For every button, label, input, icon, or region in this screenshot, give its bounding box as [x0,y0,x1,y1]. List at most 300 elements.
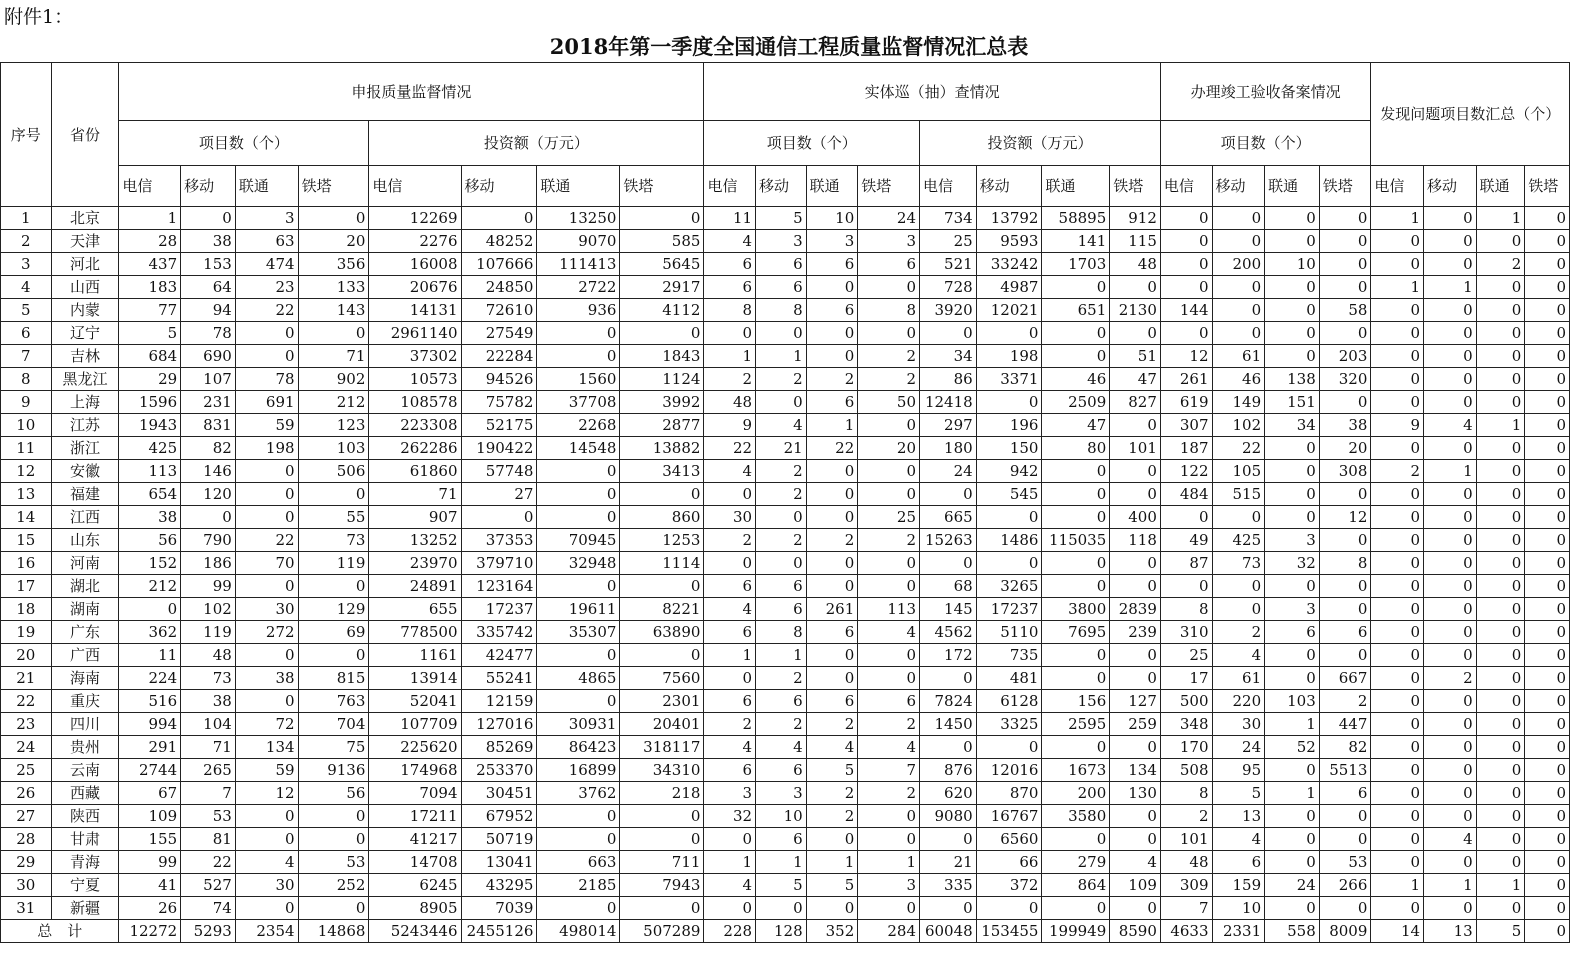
table-cell: 0 [620,322,704,345]
table-cell: 38 [181,230,236,253]
table-cell: 790 [181,529,236,552]
table-cell: 0 [920,322,977,345]
table-cell: 902 [298,368,369,391]
table-cell: 0 [1212,230,1265,253]
table-cell: 50719 [461,828,537,851]
table-cell: 3 [704,782,756,805]
table-cell: 17 [1160,667,1212,690]
table-cell: 73 [181,667,236,690]
table-cell: 7039 [461,897,537,920]
row-seq: 4 [1,276,52,299]
table-cell: 0 [806,345,858,368]
table-cell: 48 [181,644,236,667]
table-cell: 37353 [461,529,537,552]
table-cell: 102 [181,598,236,621]
table-cell: 0 [1110,276,1161,299]
row-province: 江苏 [51,414,119,437]
table-cell: 6 [704,690,756,713]
table-cell: 38 [235,667,298,690]
table-cell: 0 [806,644,858,667]
table-cell: 0 [1371,897,1424,920]
table-cell: 0 [620,644,704,667]
table-cell: 94526 [461,368,537,391]
table-cell: 13041 [461,851,537,874]
table-cell: 0 [1110,828,1161,851]
table-cell: 0 [1371,828,1424,851]
table-cell: 527 [181,874,236,897]
table-cell: 474 [235,253,298,276]
row-seq: 10 [1,414,52,437]
row-seq: 3 [1,253,52,276]
row-seq: 24 [1,736,52,759]
table-cell: 1161 [369,644,461,667]
table-cell: 47 [1110,368,1161,391]
table-cell: 0 [1160,575,1212,598]
row-seq: 11 [1,437,52,460]
table-cell: 912 [1110,207,1161,230]
table-row [1,667,1570,690]
table-cell: 30451 [461,782,537,805]
table-cell: 1 [1424,276,1477,299]
table-cell: 0 [298,897,369,920]
total-cell: 14868 [298,920,369,943]
table-cell: 186 [181,552,236,575]
table-cell: 0 [1476,690,1525,713]
table-cell: 1 [1476,207,1525,230]
table-cell: 200 [1042,782,1110,805]
table-row [1,299,1570,322]
table-cell: 0 [1319,253,1371,276]
table-cell: 0 [1424,345,1477,368]
total-cell: 507289 [620,920,704,943]
table-cell: 0 [806,276,858,299]
table-cell: 61860 [369,460,461,483]
operator-header: 电信 [704,166,756,207]
table-cell: 22 [235,529,298,552]
total-cell: 2455126 [461,920,537,943]
table-cell: 12159 [461,690,537,713]
table-cell: 0 [1476,483,1525,506]
table-cell: 0 [1525,276,1570,299]
table-cell: 71 [298,345,369,368]
table-cell: 0 [1525,391,1570,414]
table-cell: 651 [1042,299,1110,322]
table-cell: 6 [1265,621,1320,644]
table-cell: 521 [920,253,977,276]
table-cell: 0 [806,828,858,851]
table-cell: 4 [1110,851,1161,874]
table-cell: 61 [1212,667,1265,690]
table-cell: 2961140 [369,322,461,345]
table-cell: 41217 [369,828,461,851]
table-cell: 0 [235,828,298,851]
table-cell: 0 [1042,667,1110,690]
table-cell: 0 [1476,368,1525,391]
row-seq: 13 [1,483,52,506]
table-cell: 3371 [976,368,1042,391]
table-cell: 25 [1160,644,1212,667]
table-cell: 665 [920,506,977,529]
table-cell: 0 [1525,575,1570,598]
table-cell: 21 [920,851,977,874]
table-cell: 6 [806,299,858,322]
table-cell: 372 [976,874,1042,897]
table-cell: 1 [806,414,858,437]
table-cell: 2 [756,460,807,483]
table-row [1,207,1570,230]
table-cell: 0 [1319,598,1371,621]
table-cell: 3992 [620,391,704,414]
table-cell: 0 [1371,667,1424,690]
table-cell: 335742 [461,621,537,644]
table-cell: 3 [756,782,807,805]
table-cell: 0 [1371,759,1424,782]
table-cell: 0 [1525,759,1570,782]
table-cell: 80 [1042,437,1110,460]
table-cell: 655 [369,598,461,621]
table-cell: 0 [1265,667,1320,690]
table-cell: 203 [1319,345,1371,368]
table-cell: 348 [1160,713,1212,736]
table-cell: 0 [920,736,977,759]
table-cell: 0 [1476,713,1525,736]
table-cell: 356 [298,253,369,276]
table-cell: 6 [756,276,807,299]
table-cell: 81 [181,828,236,851]
table-cell: 0 [1424,575,1477,598]
table-cell: 5 [806,759,858,782]
table-cell: 711 [620,851,704,874]
table-cell: 379710 [461,552,537,575]
table-cell: 3 [858,230,920,253]
header-inspection-project-count: 项目数（个） [704,121,920,166]
table-cell: 53 [181,805,236,828]
table-cell: 2595 [1042,713,1110,736]
table-cell: 8 [756,299,807,322]
table-cell: 0 [1042,575,1110,598]
table-cell: 0 [537,575,620,598]
table-cell: 1 [1265,713,1320,736]
table-cell: 123 [298,414,369,437]
table-cell: 1 [704,644,756,667]
row-seq: 19 [1,621,52,644]
table-cell: 86423 [537,736,620,759]
table-cell: 1450 [920,713,977,736]
table-cell: 3580 [1042,805,1110,828]
row-seq: 27 [1,805,52,828]
table-cell: 1 [704,851,756,874]
table-cell: 5 [1212,782,1265,805]
table-cell: 0 [620,805,704,828]
table-cell: 6 [756,253,807,276]
row-seq: 5 [1,299,52,322]
table-cell: 9 [704,414,756,437]
total-cell: 0 [1525,920,1570,943]
table-cell: 172 [920,644,977,667]
table-cell: 0 [920,828,977,851]
table-cell: 34310 [620,759,704,782]
row-seq: 15 [1,529,52,552]
table-cell: 516 [119,690,181,713]
table-cell: 41 [119,874,181,897]
table-cell: 272 [235,621,298,644]
table-cell: 32 [1265,552,1320,575]
table-cell: 0 [858,575,920,598]
header-declared-project-count: 项目数（个） [119,121,369,166]
table-cell: 52041 [369,690,461,713]
row-province: 山西 [51,276,119,299]
table-cell: 0 [1319,483,1371,506]
table-cell: 0 [1525,460,1570,483]
table-cell: 145 [920,598,977,621]
operator-header: 电信 [1371,166,1424,207]
total-cell: 2354 [235,920,298,943]
table-cell: 0 [1476,276,1525,299]
table-cell: 291 [119,736,181,759]
table-title: 2018年第一季度全国通信工程质量监督情况汇总表 [549,34,1029,59]
table-cell: 0 [235,644,298,667]
table-cell: 6 [704,621,756,644]
table-cell: 0 [1160,322,1212,345]
table-cell: 0 [1476,506,1525,529]
table-cell: 104 [181,713,236,736]
table-cell: 2 [806,529,858,552]
table-cell: 38 [1319,414,1371,437]
table-cell: 63 [235,230,298,253]
table-cell: 0 [235,345,298,368]
operator-header: 铁塔 [298,166,369,207]
table-cell: 1 [1424,460,1477,483]
table-cell: 0 [858,276,920,299]
table-cell: 190422 [461,437,537,460]
table-cell: 0 [1160,276,1212,299]
table-cell: 99 [181,575,236,598]
table-cell: 16008 [369,253,461,276]
table-row [1,805,1570,828]
table-cell: 0 [537,322,620,345]
table-cell: 0 [1371,506,1424,529]
table-cell: 102 [1212,414,1265,437]
table-cell: 0 [298,575,369,598]
table-cell: 12016 [976,759,1042,782]
table-cell: 20 [298,230,369,253]
table-cell: 362 [119,621,181,644]
table-cell: 0 [1265,828,1320,851]
table-cell: 3 [806,230,858,253]
row-province: 重庆 [51,690,119,713]
table-cell: 7 [858,759,920,782]
table-cell: 0 [1265,644,1320,667]
table-cell: 2268 [537,414,620,437]
table-cell: 5 [756,207,807,230]
table-cell: 0 [235,897,298,920]
table-cell: 30931 [537,713,620,736]
table-cell: 0 [1212,598,1265,621]
table-cell: 0 [1525,667,1570,690]
table-cell: 0 [1319,529,1371,552]
table-cell: 4865 [537,667,620,690]
row-province: 辽宁 [51,322,119,345]
table-cell: 133 [298,276,369,299]
table-cell: 24 [858,207,920,230]
table-cell: 0 [1265,575,1320,598]
table-cell: 218 [620,782,704,805]
table-cell: 10573 [369,368,461,391]
table-cell: 0 [756,391,807,414]
table-cell: 0 [461,207,537,230]
table-row [1,230,1570,253]
table-cell: 259 [1110,713,1161,736]
operator-header: 联通 [235,166,298,207]
table-cell: 21 [756,437,807,460]
table-cell: 0 [1424,483,1477,506]
row-seq: 14 [1,506,52,529]
table-cell: 307 [1160,414,1212,437]
table-cell: 0 [235,690,298,713]
table-cell: 22 [181,851,236,874]
table-cell: 0 [1371,483,1424,506]
table-cell: 3265 [976,575,1042,598]
table-cell: 78 [235,368,298,391]
table-cell: 8 [858,299,920,322]
table-cell: 0 [1424,690,1477,713]
row-province: 江西 [51,506,119,529]
table-cell: 0 [181,207,236,230]
table-cell: 224 [119,667,181,690]
table-cell: 1 [756,851,807,874]
table-cell: 2 [806,805,858,828]
table-cell: 0 [537,644,620,667]
table-cell: 2 [704,713,756,736]
table-cell: 7 [1160,897,1212,920]
operator-header: 电信 [920,166,977,207]
table-cell: 0 [537,506,620,529]
table-cell: 0 [806,506,858,529]
row-province: 河南 [51,552,119,575]
table-cell: 0 [1476,897,1525,920]
table-cell: 0 [1265,805,1320,828]
table-cell: 0 [1525,299,1570,322]
row-seq: 22 [1,690,52,713]
table-cell: 585 [620,230,704,253]
table-cell: 0 [1525,805,1570,828]
table-cell: 0 [537,483,620,506]
table-cell: 0 [1160,207,1212,230]
table-cell: 3 [858,874,920,897]
table-cell: 4 [1212,644,1265,667]
table-row [1,552,1570,575]
table-cell: 9593 [976,230,1042,253]
table-cell: 0 [858,552,920,575]
table-cell: 58895 [1042,207,1110,230]
table-cell: 58 [1319,299,1371,322]
row-seq: 16 [1,552,52,575]
table-cell: 212 [119,575,181,598]
table-cell: 6 [1212,851,1265,874]
table-cell: 0 [620,897,704,920]
table-cell: 4 [756,414,807,437]
table-cell: 318117 [620,736,704,759]
table-cell: 107666 [461,253,537,276]
table-cell: 0 [1265,345,1320,368]
table-cell: 23 [235,276,298,299]
table-cell: 0 [620,207,704,230]
table-cell: 0 [1371,529,1424,552]
table-cell: 0 [1371,345,1424,368]
table-cell: 17237 [461,598,537,621]
table-cell: 2 [858,345,920,368]
table-cell: 763 [298,690,369,713]
table-row [1,782,1570,805]
total-cell: 199949 [1042,920,1110,943]
table-cell: 2 [1424,667,1477,690]
table-cell: 2 [858,713,920,736]
table-cell: 231 [181,391,236,414]
table-cell: 0 [1042,276,1110,299]
table-cell: 5 [806,874,858,897]
table-cell: 0 [1424,759,1477,782]
table-cell: 27 [461,483,537,506]
row-province: 四川 [51,713,119,736]
table-cell: 0 [1476,391,1525,414]
table-cell: 153 [181,253,236,276]
table-cell: 0 [1476,598,1525,621]
table-cell: 0 [1424,851,1477,874]
table-cell: 0 [1525,713,1570,736]
table-cell: 11 [119,644,181,667]
table-cell: 57748 [461,460,537,483]
table-cell: 1 [756,644,807,667]
table-row [1,874,1570,897]
table-cell: 13252 [369,529,461,552]
header-inspection-investment: 投资额（万元） [920,121,1161,166]
table-cell: 0 [1424,253,1477,276]
table-cell: 0 [1476,299,1525,322]
table-cell: 0 [1525,851,1570,874]
table-cell: 0 [1319,644,1371,667]
row-seq: 21 [1,667,52,690]
table-cell: 1 [1265,782,1320,805]
table-cell: 4 [756,736,807,759]
table-cell: 6 [756,828,807,851]
table-cell: 1 [1476,874,1525,897]
header-inspection: 实体巡（抽）查情况 [704,63,1160,121]
table-cell: 2 [858,782,920,805]
table-cell: 9136 [298,759,369,782]
table-cell: 75 [298,736,369,759]
table-cell: 0 [920,552,977,575]
table-cell: 0 [1525,345,1570,368]
table-cell: 0 [1319,897,1371,920]
table-cell: 0 [858,460,920,483]
table-cell: 2130 [1110,299,1161,322]
table-cell: 59 [235,759,298,782]
table-cell: 0 [1525,483,1570,506]
header-seq: 序号 [1,63,52,207]
table-cell: 0 [806,575,858,598]
table-row [1,253,1570,276]
table-cell: 310 [1160,621,1212,644]
table-cell: 425 [1212,529,1265,552]
table-row [1,506,1570,529]
table-row [1,322,1570,345]
table-cell: 51 [1110,345,1161,368]
table-cell: 2185 [537,874,620,897]
table-cell: 907 [369,506,461,529]
table-cell: 30 [235,598,298,621]
table-cell: 515 [1212,483,1265,506]
table-cell: 0 [1525,552,1570,575]
